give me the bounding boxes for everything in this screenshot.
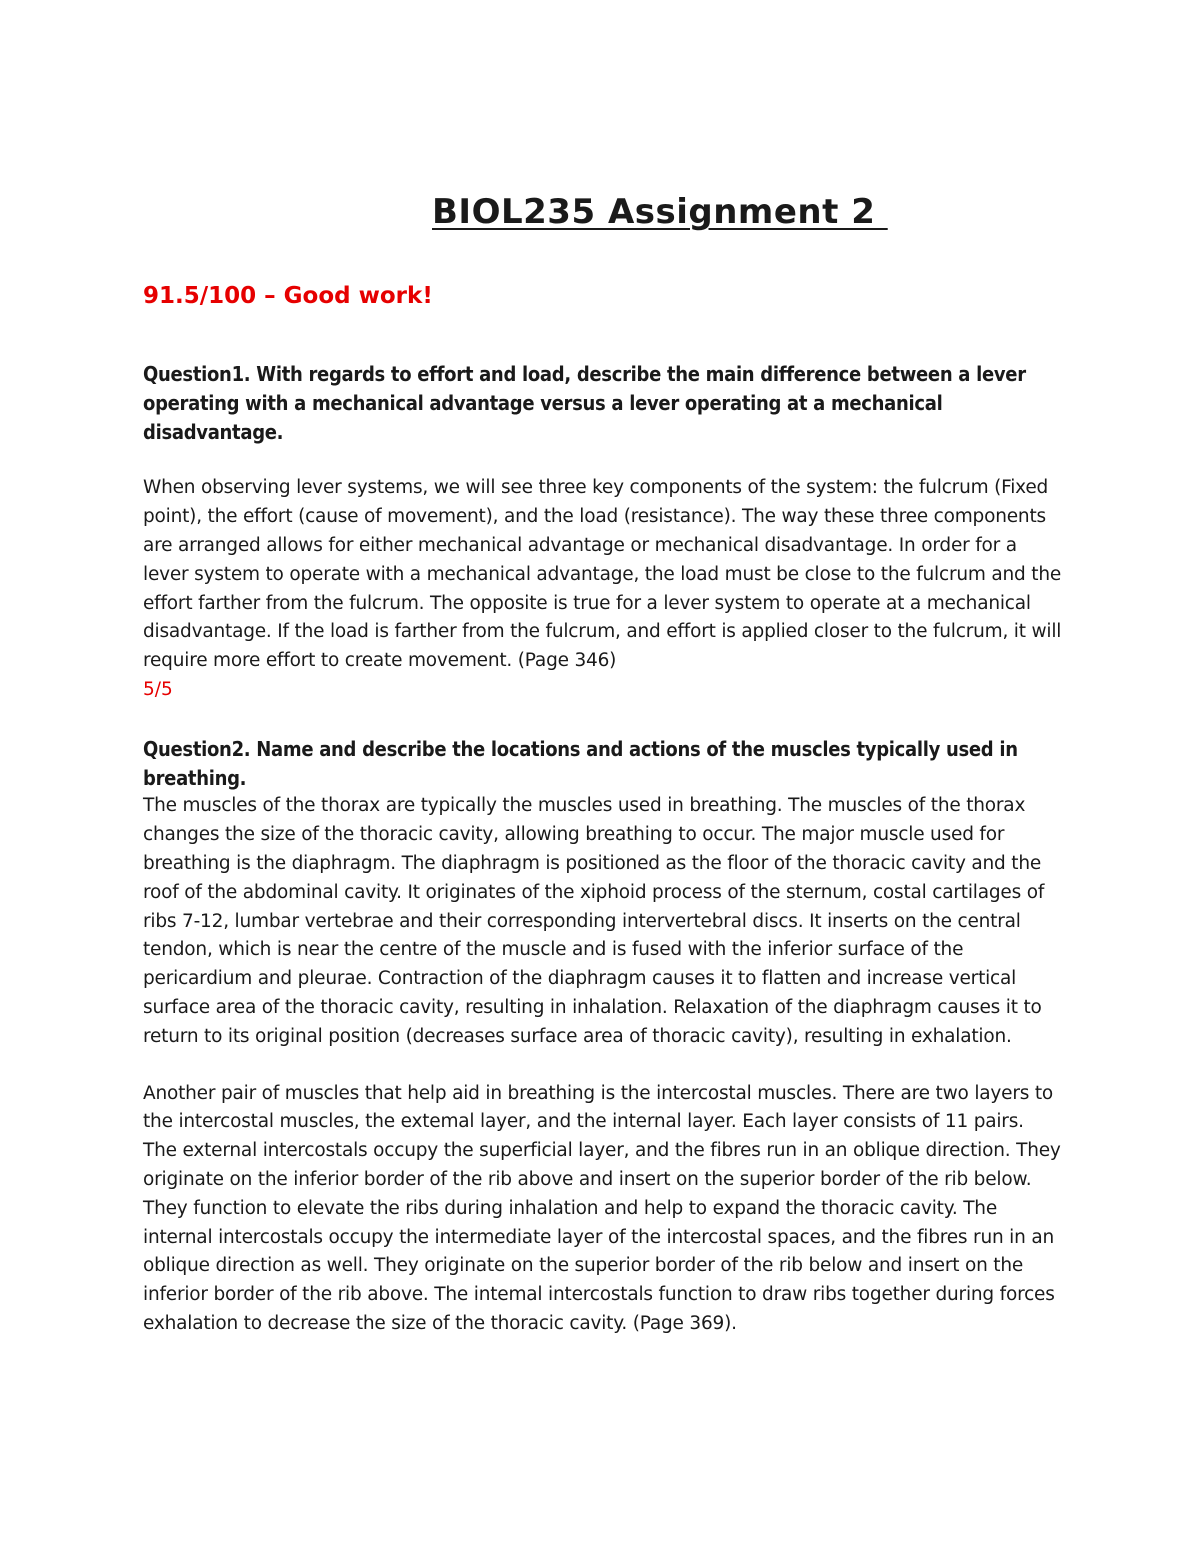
question-1-answer: When observing lever systems, we will see three key components of the system: the fulcrum (Fixed point), the effort (cause of movement), and the load (resistance). The way these three components are arranged allows for either mechanical advantage or mechanical disadvantage. In order for a lever system to operate with a mechanical advantage, the load must be close to the fulcrum and the effort farther from the fulcrum. The opposite is true for a lever system to operate at a mechanical disadvantage. If the load is farther from the fulcrum, and effort is applied closer to the fulcrum, it will require more effort to create movement. (Page 346)	[143, 477, 1062, 672]
question-1-score: 5/5	[143, 678, 173, 700]
document-title: BIOL235 Assignment 2	[432, 192, 888, 232]
overall-grade: 91.5/100 – Good work!	[143, 283, 433, 309]
question-1-heading: Question1. With regards to effort and load, describe the main difference between a lever operating with a mechanical advantage versus a lever operating at a mechanical disadvantage.	[143, 362, 1026, 444]
document-body	[143, 360, 1063, 1339]
question-2-heading: Question2. Name and describe the locations and actions of the muscles typically used in breathing.	[143, 736, 1018, 790]
question-2-answer-continued: Another pair of muscles that help aid in breathing is the intercostal muscles. There are two layers to the intercostal muscles, the extemal layer, and the internal layer. Each layer consists of 11 pairs. The external intercostals occupy the superficial layer, and the fibres run in an oblique direction. They originate on the inferior border of the rib above and insert on the superior border of the rib below. They function to elevate the ribs during inhalation and help to expand the thoracic cavity. The internal intercostals occupy the intermediate layer of the intercostal spaces, and the fibres run in an oblique direction as well. They originate on the superior border of the rib below and insert on the inferior border of the rib above. The intemal intercostals function to draw ribs together during forces exhalation to decrease the size of the thoracic cavity. (Page 369).	[143, 1082, 1061, 1334]
question-2-answer: The muscles of the thorax are typically the muscles used in breathing. The muscles of the thorax changes the size of the thoracic cavity, allowing breathing to occur. The major muscle used for breathing is the diaphragm. The diaphragm is positioned as the floor of the thoracic cavity and the roof of the abdominal cavity. It originates of the xiphoid process of the sternum, costal cartilages of ribs 7-12, lumbar vertebrae and their corresponding intervertebral discs. It inserts on the central tendon, which is near the centre of the muscle and is fused with the inferior surface of the pericardium and pleurae. Contraction of the diaphragm causes it to flatten and increase vertical surface area of the thoracic cavity, resulting in inhalation. Relaxation of the diaphragm causes it to return to its original position (decreases surface area of thoracic cavity), resulting in exhalation.	[143, 795, 1045, 1047]
